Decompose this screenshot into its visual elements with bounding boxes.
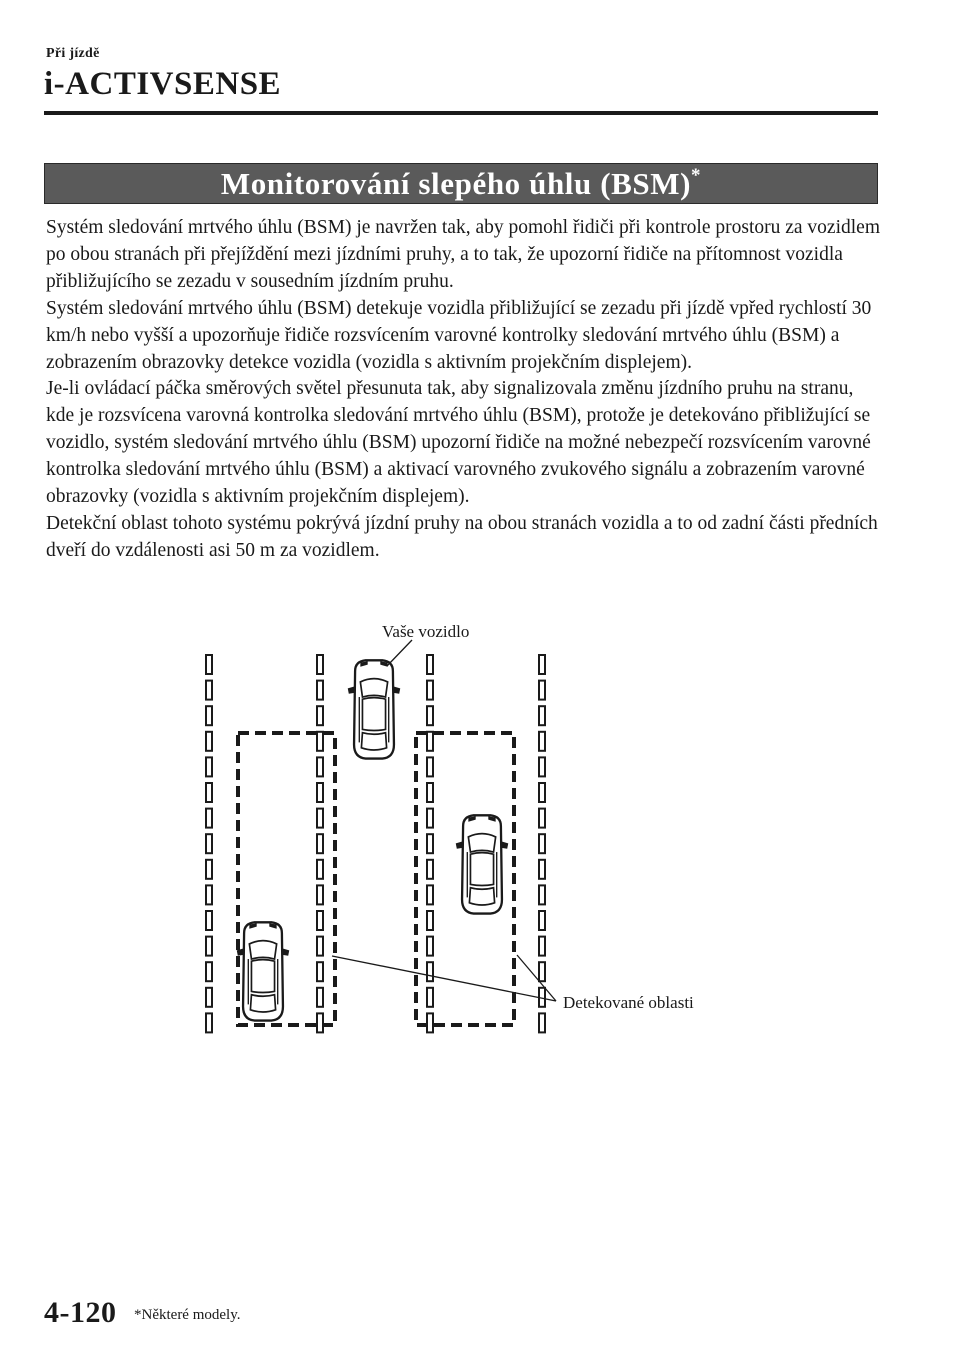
- lane-line-segment: [206, 809, 212, 828]
- lane-line-segment: [317, 757, 323, 776]
- lane-line-segment: [427, 834, 433, 853]
- lane-line-segment: [206, 1013, 212, 1032]
- lane-line-segment: [317, 783, 323, 802]
- leader-own-vehicle: [387, 640, 412, 666]
- footnote: *Některé modely.: [134, 1307, 241, 1323]
- lane-line-segment: [206, 834, 212, 853]
- lane-line-segment: [206, 911, 212, 930]
- lane-line-segment: [427, 783, 433, 802]
- lane-line-segment: [539, 885, 545, 904]
- lane-line-segment: [539, 655, 545, 674]
- own-vehicle: [348, 660, 401, 758]
- lane-line-segment: [539, 834, 545, 853]
- lane-line-segment: [427, 809, 433, 828]
- lane-line-segment: [206, 860, 212, 879]
- lane-line-segment: [539, 706, 545, 725]
- lane-line-segment: [206, 732, 212, 751]
- lane-line-segment: [317, 937, 323, 956]
- lane-line-segment: [317, 706, 323, 725]
- lane-line-segment: [206, 962, 212, 981]
- footnote-mark: *: [691, 164, 702, 186]
- lane-line-segment: [317, 655, 323, 674]
- lane-line-segment: [317, 860, 323, 879]
- lane-line-segment: [539, 809, 545, 828]
- lane-line-segment: [317, 681, 323, 700]
- lane-line-segment: [539, 1013, 545, 1032]
- lane-line-segment: [539, 783, 545, 802]
- paragraph-4: Detekční oblast tohoto systému pokrývá jízdní pruhy na obou stranách vozidla a to od zadní části předních dveří do vzdálenosti asi 50 m za vozidlem.: [46, 512, 878, 561]
- lane-line-segment: [317, 962, 323, 981]
- lane-line-segment: [317, 911, 323, 930]
- lane-line-segment: [539, 962, 545, 981]
- banner-title: Monitorování slepého úhlu (BSM): [220, 166, 692, 201]
- lane-line-segment: [427, 885, 433, 904]
- lane-line-segment: [427, 757, 433, 776]
- section-label: Při jízdě: [46, 46, 100, 61]
- lane-line-segment: [539, 681, 545, 700]
- vehicle-right-lane: [456, 815, 509, 913]
- lane-line-segment: [427, 706, 433, 725]
- lane-line-segment: [427, 732, 433, 751]
- paragraph-1: Systém sledování mrtvého úhlu (BSM) je navržen tak, aby pomohl řidiči při kontrole prostoru za vozidlem po obou stranách při přejíždění mezi jízdními pruhy, a to tak, že upozorní řidiče na přítomnost vozidla přibližujícího se zezadu v sousedním jízdním pruhu.: [46, 217, 880, 292]
- lane-line-segment: [317, 809, 323, 828]
- lane-line-segment: [206, 706, 212, 725]
- page-number: 4-120: [44, 1296, 117, 1329]
- lane-line-segment: [539, 732, 545, 751]
- lane-line-segment: [427, 962, 433, 981]
- lane-line-segment: [206, 757, 212, 776]
- lane-line-segment: [206, 937, 212, 956]
- paragraph-3: Je-li ovládací páčka směrových světel přesunuta tak, aby signalizovala změnu jízdního pruhu na stranu, kde je rozsvícena varovná kontrolka sledování mrtvého úhlu (BSM), protože je detekováno přibližující se vozidlo, systém sledování mrtvého úhlu (BSM) upozorní řidiče na možné nebezpečí rozsvícením varovné kontrolka sledování mrtvého úhlu (BSM) a aktivací varovného zvukového signálu a zobrazením varovné obrazovky (vozidla s aktivním projekčním displejem).: [46, 378, 871, 508]
- lane-line-segment: [539, 911, 545, 930]
- leader-left-zone: [332, 956, 556, 1001]
- lane-line-segment: [206, 988, 212, 1007]
- lane-line-segment: [206, 885, 212, 904]
- chapter-title: i-ACTIVSENSE: [44, 66, 282, 102]
- lane-line-segment: [206, 681, 212, 700]
- lane-line-segment: [427, 911, 433, 930]
- label-detected-areas: Detekované oblasti: [563, 993, 694, 1012]
- lane-line-segment: [317, 732, 323, 751]
- lane-line-segment: [539, 860, 545, 879]
- lane-line-segment: [539, 757, 545, 776]
- lane-line-segment: [427, 988, 433, 1007]
- lane-line-segment: [427, 681, 433, 700]
- vehicle-left-lane: [237, 922, 290, 1020]
- paragraph-2: Systém sledování mrtvého úhlu (BSM) detekuje vozidla přibližující se zezadu při jízdě vpřed rychlostí 30 km/h nebo vyšší a upozorňuje řidiče rozsvícením varovné kontrolky sledování mrtvého úhlu (BSM) a zobrazením obrazovky detekce vozidla (vozidla s aktivním projekčním displejem).: [46, 297, 872, 373]
- lane-line-segment: [427, 860, 433, 879]
- lane-line-segment: [206, 783, 212, 802]
- lane-line-segment: [206, 655, 212, 674]
- lane-line-segment: [317, 1013, 323, 1032]
- label-your-vehicle: Vaše vozidlo: [382, 622, 470, 641]
- lane-line-segment: [317, 885, 323, 904]
- lane-line-segment: [317, 988, 323, 1007]
- lane-line-segment: [317, 834, 323, 853]
- lane-line-segment: [427, 655, 433, 674]
- lane-line-segment: [539, 937, 545, 956]
- lane-line-segment: [427, 1013, 433, 1032]
- lane-line-segment: [427, 937, 433, 956]
